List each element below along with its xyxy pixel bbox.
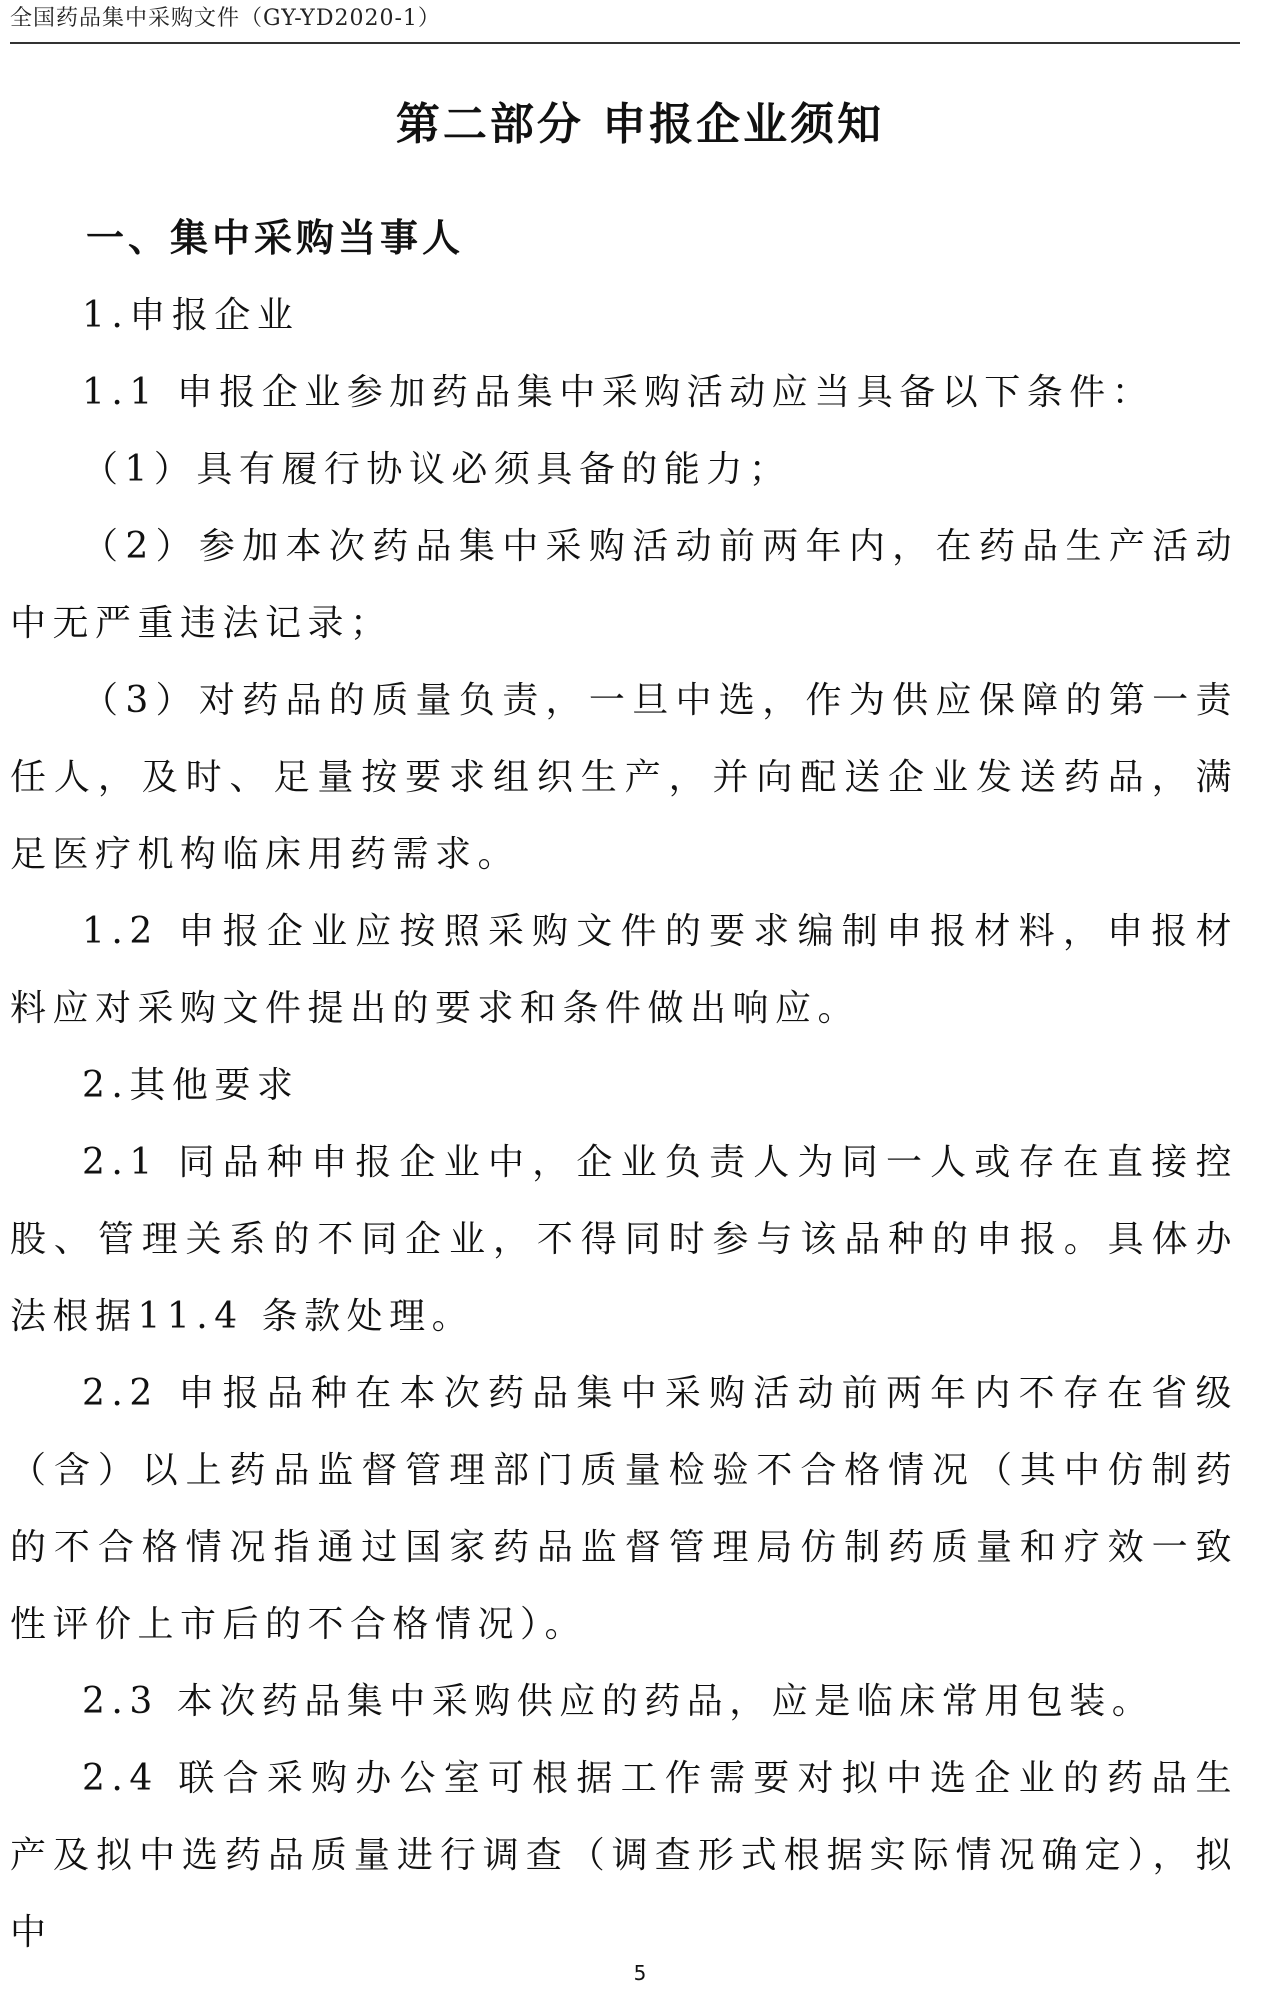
part-title: 第二部分 申报企业须知: [395, 99, 885, 150]
paragraph-2-4: 2.4 联合采购办公室可根据工作需要对拟中选企业的药品生产及拟中选药品质量进行调查（调查形式根据实际情况确定），拟中: [10, 1758, 1238, 1953]
subheading-other-requirements: 2.其他要求: [82, 1065, 300, 1106]
paragraph-1-1: 1.1 申报企业参加药品集中采购活动应当具备以下条件：: [82, 372, 1155, 413]
subheading-applicant: 1.申报企业: [82, 295, 300, 336]
header-divider: [10, 42, 1240, 44]
paragraph-condition-1: （1）具有履行协议必须具备的能力；: [82, 449, 792, 490]
paragraph-2-2: 2.2 申报品种在本次药品集中采购活动前两年内不存在省级（含）以上药品监督管理部门质量检验不合格情况（其中仿制药的不合格情况指通过国家药品监督管理局仿制药质量和疗效一致性评价上市后的不合格情况）。: [10, 1373, 1238, 1645]
paragraph-condition-3: （3）对药品的质量负责，一旦中选，作为供应保障的第一责任人，及时、足量按要求组织生产，并向配送企业发送药品，满足医疗机构临床用药需求。: [10, 680, 1238, 875]
paragraph-2-3: 2.3 本次药品集中采购供应的药品，应是临床常用包装。: [82, 1681, 1155, 1722]
page-number: 5: [633, 1961, 647, 1985]
paragraph-2-1: 2.1 同品种申报企业中，企业负责人为同一人或存在直接控股、管理关系的不同企业，不得同时参与该品种的申报。具体办法根据11.4 条款处理。: [10, 1142, 1238, 1337]
paragraph-1-2: 1.2 申报企业应按照采购文件的要求编制申报材料，申报材料应对采购文件提出的要求和条件做出响应。: [10, 911, 1238, 1029]
paragraph-condition-2: （2）参加本次药品集中采购活动前两年内，在药品生产活动中无严重违法记录；: [10, 526, 1238, 644]
document-body: [10, 200, 1238, 1971]
section-heading: 一、集中采购当事人: [86, 216, 465, 260]
running-header: 全国药品集中采购文件（GY-YD2020-1）: [10, 6, 441, 31]
